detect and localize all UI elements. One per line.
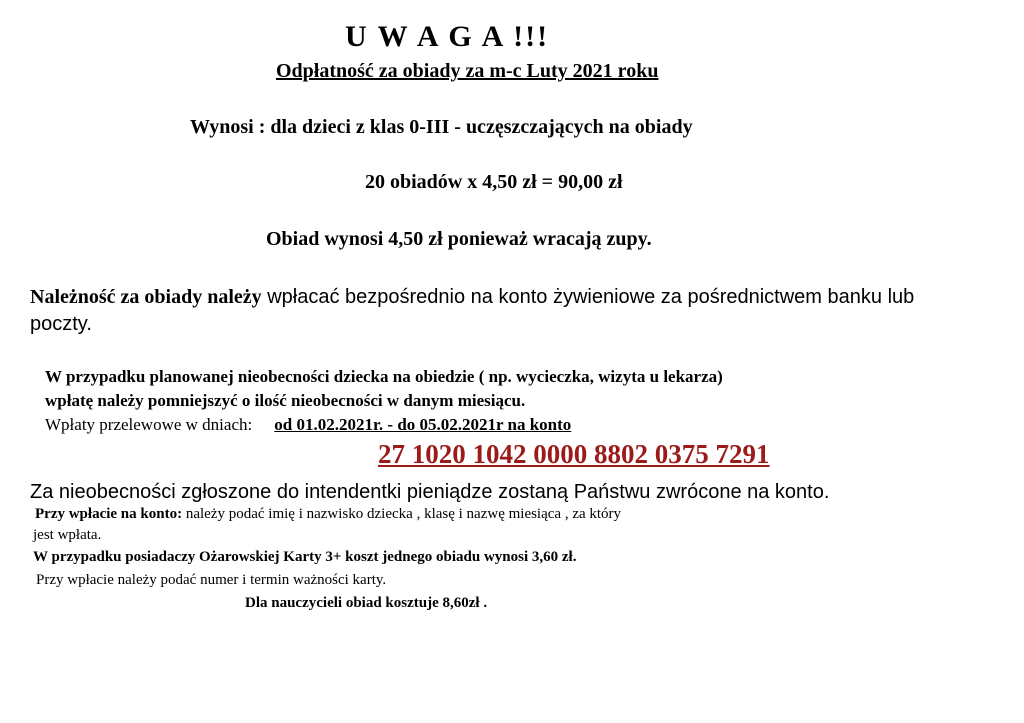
notice-title: U W A G A !!! xyxy=(345,20,550,53)
transfer-note-bold: Przy wpłacie na konto: xyxy=(35,506,183,522)
transfer-label: Wpłaty przelewowe w dniach: xyxy=(45,415,253,434)
transfer-note xyxy=(35,506,621,523)
absence-line-1: W przypadku planowanej nieobecności dziecka na obiedzie ( np. wycieczka, wizyta u lekarza) xyxy=(45,367,723,386)
card-line: W przypadku posiadaczy Ożarowskiej Karty 3+ koszt jednego obiadu wynosi 3,60 zł. xyxy=(33,549,577,565)
calculation-line: 20 obiadów x 4,50 zł = 90,00 zł xyxy=(365,171,623,193)
soup-note: Obiad wynosi 4,50 zł ponieważ wracają zupy. xyxy=(266,228,652,250)
notice-subtitle: Odpłatność za obiady za m-c Luty 2021 roku xyxy=(276,60,659,82)
bank-account-number: 27 1020 1042 0000 8802 0375 7291 xyxy=(378,439,770,469)
transfer-line xyxy=(45,416,571,435)
payment-paragraph xyxy=(30,284,930,338)
card-info: Przy wpłacie należy podać numer i termin ważności karty. xyxy=(36,572,387,588)
absence-line-2: wpłatę należy pomniejszyć o ilość nieobecności w danym miesiącu. xyxy=(45,391,526,410)
payment-rest-text: wpłacać bezpośrednio na konto żywieniowe za pośrednictwem banku lub poczty. xyxy=(30,286,915,335)
amount-line: Wynosi : dla dzieci z klas 0-III - uczęszczających na obiady xyxy=(190,116,693,138)
transfer-dates: od 01.02.2021r. - do 05.02.2021r na konto xyxy=(274,415,572,434)
transfer-note-rest: należy podać imię i nazwisko dziecka , klasę i nazwę miesiąca , za który xyxy=(182,506,622,522)
teachers-line: Dla nauczycieli obiad kosztuje 8,60zł . xyxy=(245,595,488,611)
refund-note: Za nieobecności zgłoszone do intendentki pieniądze zostaną Państwu zwrócone na konto. xyxy=(30,481,830,503)
payment-bold-text: Należność za obiady należy xyxy=(30,286,262,308)
transfer-note-continuation: jest wpłata. xyxy=(33,527,102,543)
